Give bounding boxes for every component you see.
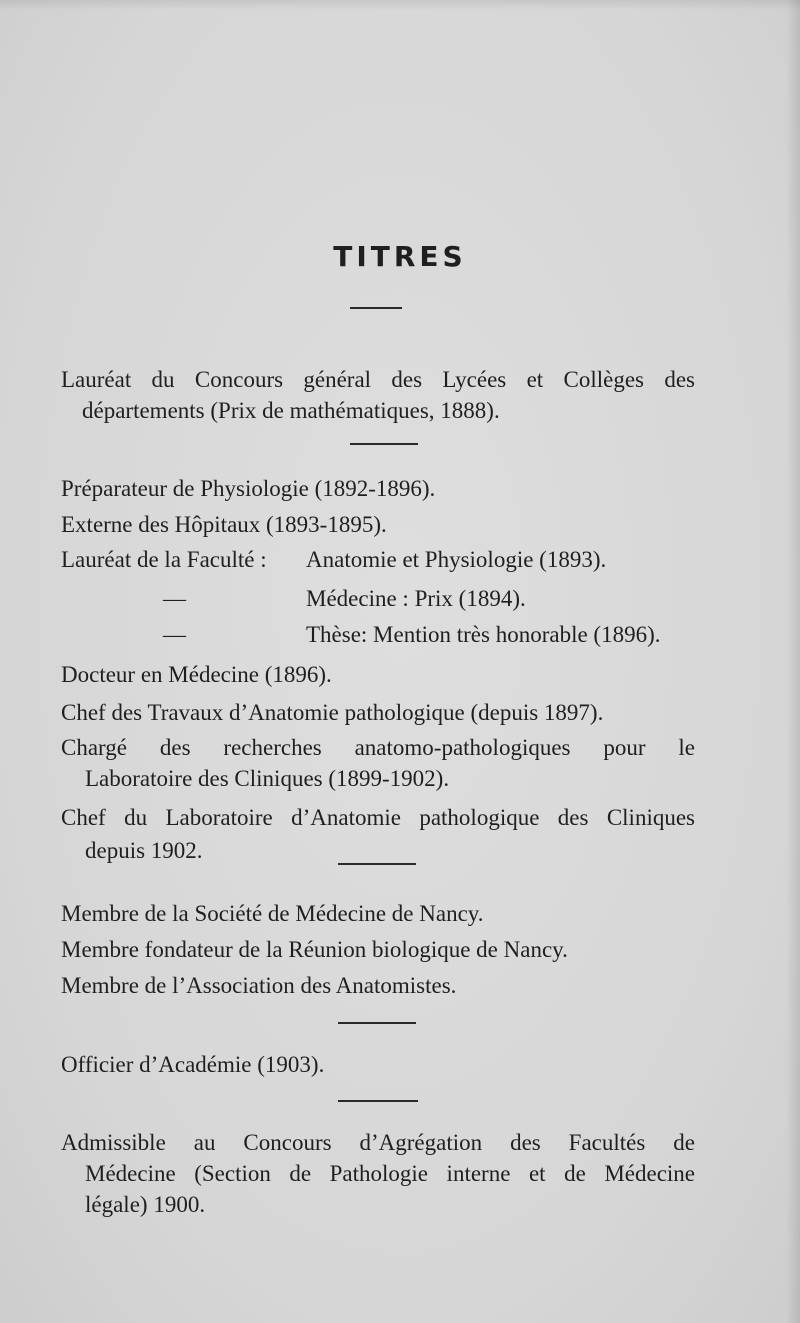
admissible-agregation-line-2: Médecine (Section de Pathologie interne et de Médecine <box>85 1161 695 1186</box>
laureat-faculte-label: Lauréat de la Faculté : <box>61 547 267 572</box>
admissible-agregation-line-3: légale) 1900. <box>85 1192 206 1217</box>
docteur-medecine: Docteur en Médecine (1896). <box>61 662 332 687</box>
concours-general-line-2: départements (Prix de mathématiques, 1888). <box>82 398 500 423</box>
section-divider-1 <box>350 443 418 445</box>
section-divider-2 <box>338 863 416 865</box>
these-mention: Thèse: Mention très honorable (1896). <box>306 622 661 647</box>
title-rule <box>350 307 402 309</box>
preparateur-physiologie: Préparateur de Physiologie (1892-1896). <box>61 476 436 501</box>
medecine-prix: Médecine : Prix (1894). <box>306 586 526 611</box>
page-shadow-right <box>786 0 800 1323</box>
ditto-dash-2: — <box>163 622 186 647</box>
membre-fondateur-reunion: Membre fondateur de la Réunion biologique de Nancy. <box>61 937 568 962</box>
concours-general-line-1: Lauréat du Concours général des Lycées et Collèges des <box>61 367 695 392</box>
membre-association-anatomistes: Membre de l’Association des Anatomistes. <box>61 973 457 998</box>
chef-travaux: Chef des Travaux d’Anatomie pathologique (depuis 1897). <box>61 700 604 725</box>
admissible-agregation-line-1: Admissible au Concours d’Agrégation des Facultés de <box>61 1130 695 1155</box>
charge-recherches-line-2: Laboratoire des Cliniques (1899-1902). <box>85 766 450 791</box>
officier-academie: Officier d’Académie (1903). <box>61 1052 325 1077</box>
section-divider-4 <box>338 1100 418 1102</box>
membre-societe-medecine: Membre de la Société de Médecine de Nancy. <box>61 901 484 926</box>
ditto-dash-1: — <box>163 586 186 611</box>
page-title: TITRES <box>333 240 467 273</box>
chef-laboratoire-line-1: Chef du Laboratoire d’Anatomie pathologique des Cliniques <box>61 805 695 830</box>
section-divider-3 <box>338 1022 416 1024</box>
laureat-faculte-value: Anatomie et Physiologie (1893). <box>306 547 607 572</box>
page-shadow-top <box>0 0 800 10</box>
externe-hopitaux: Externe des Hôpitaux (1893-1895). <box>61 512 387 537</box>
charge-recherches-line-1: Chargé des recherches anatomo-pathologiques pour le <box>61 735 695 760</box>
chef-laboratoire-line-2: depuis 1902. <box>85 838 203 863</box>
